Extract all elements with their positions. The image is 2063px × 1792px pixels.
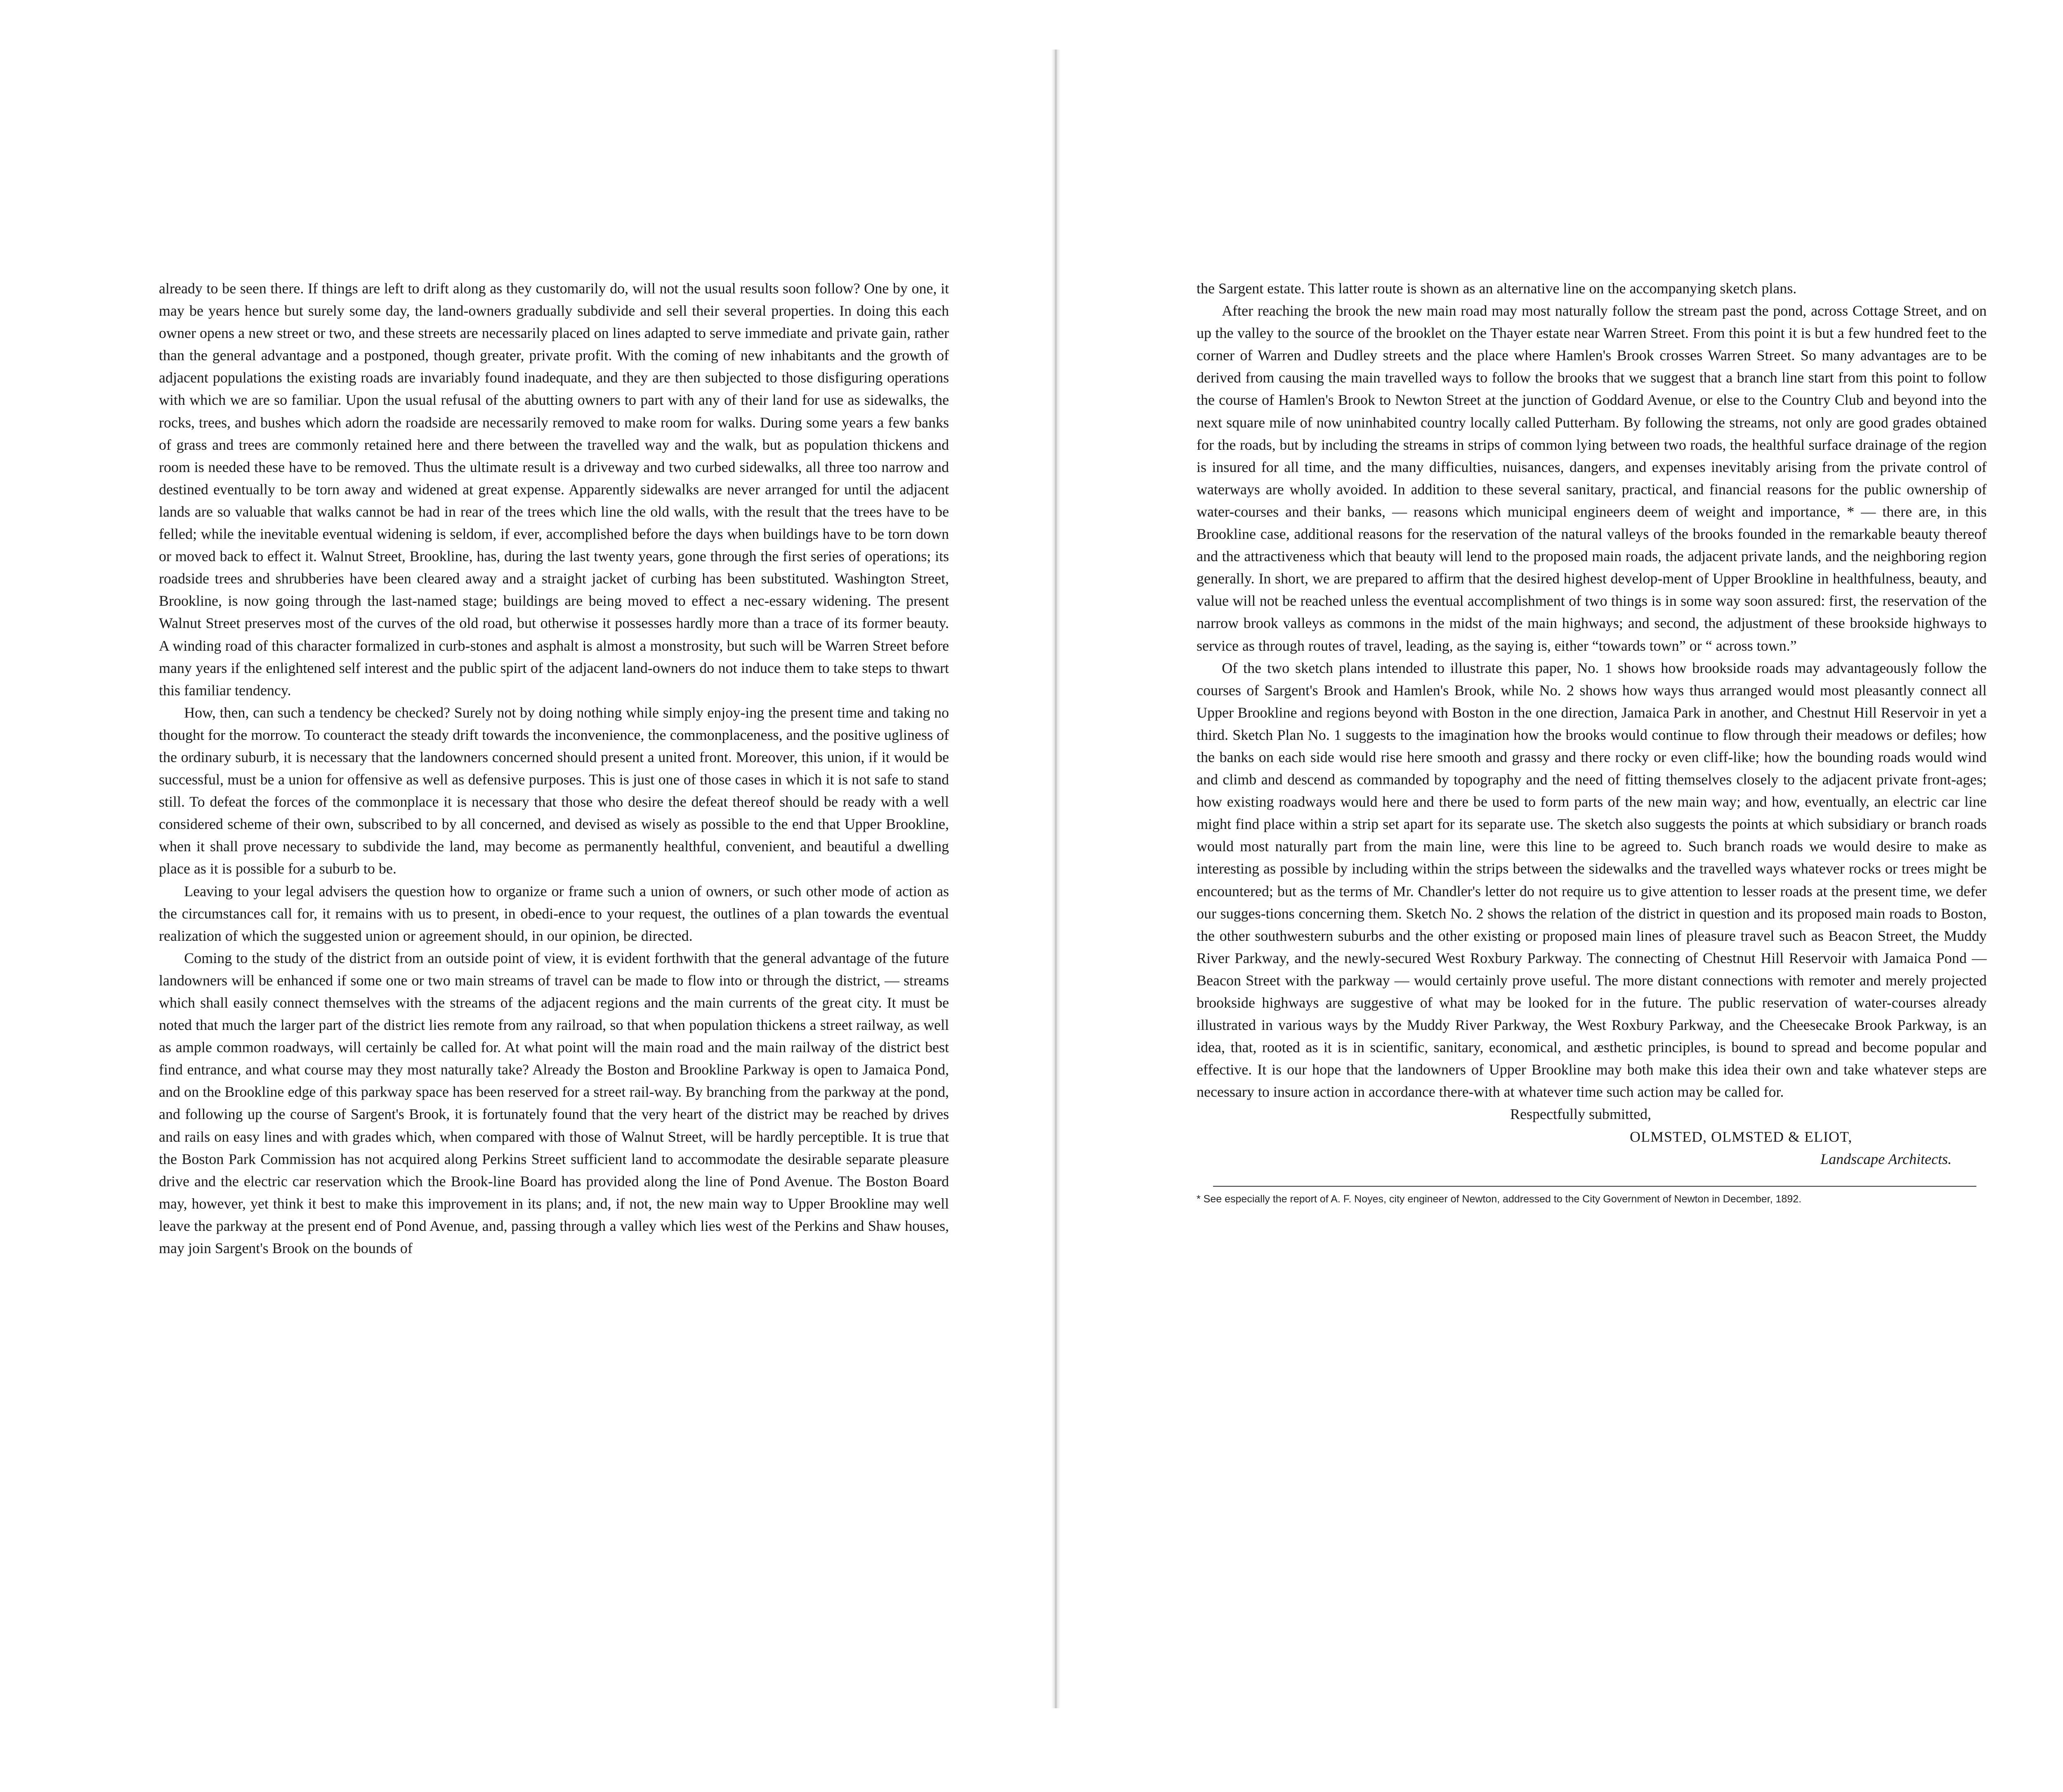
footnote: * See especially the report of A. F. Noyes, city engineer of Newton, addressed to the City Government of Newton in December, 1892. [1197, 1193, 1802, 1205]
left-paragraph-4: Coming to the study of the district from an outside point of view, it is evident forthwith that the general advantage of the future landowners will be enhanced if some one or two main streams of travel can be made to flow into or through the district, — streams which shall easily connect themselves with the streams of the adjacent regions and the main currents of the great city. It must be noted that much the larger part of the district lies remote from any railroad, so that when population thickens a street railway, as well as ample common roadways, will certainly be called for. At what point will the main road and the main railway of the district best find entrance, and what course may they most naturally take? Already the Boston and Brookline Parkway is open to Jamaica Pond, and on the Brookline edge of this parkway space has been reserved for a street rail-way. By branching from the parkway at the pond, and following up the course of Sargent's Brook, it is fortunately found that the very heart of the district may be reached by drives and rails on easy lines and with grades which, when compared with those of Walnut Street, will be hardly perceptible. It is true that the Boston Park Commission has not acquired along Perkins Street sufficient land to accommodate the desirable separate pleasure drive and the electric car reservation which the Brook-line Board has provided along the line of Pond Avenue. The Boston Board may, however, yet think it best to make this improvement in its plans; and, if not, the new main way to Upper Brookline may well leave the parkway at the present end of Pond Avenue, and, passing through a valley which lies west of the Perkins and Shaw houses, may join Sargent's Brook on the bounds of [159, 949, 949, 1257]
right-paragraph-1: the Sargent estate. This latter route is shown as an alternative line on the accompanying sketch plans. [1197, 280, 1797, 297]
left-page-text [159, 277, 949, 1259]
left-paragraph-1: already to be seen there. If things are left to drift along as they customarily do, will not the usual results soon follow? One by one, it may be years hence but surely some day, the land-owners gradually subdivide and sell their several properties. In doing this each owner opens a new street or two, and these streets are necessarily placed on lines adapted to serve immediate and private gain, rather than the general advantage and a postponed, though greater, private profit. With the coming of new inhabitants and the growth of adjacent populations the existing roads are invariably found inadequate, and they are then subjected to those disfiguring operations with which we are so familiar. Upon the usual refusal of the abutting owners to part with any of their land for use as sidewalks, the rocks, trees, and bushes which adorn the roadside are necessarily removed to make room for walks. During some years a few banks of grass and trees are commonly retained here and there between the travelled way and the walk, but as population thickens and room is needed these have to be removed. Thus the ultimate result is a driveway and two curbed sidewalks, all three too narrow and destined eventually to be torn away and widened at great expense. Apparently sidewalks are never arranged for until the adjacent lands are so valuable that walks cannot be had in rear of the trees which line the old walls, with the result that the trees have to be felled; while the inevitable eventual widening is seldom, if ever, accomplished before the days when buildings have to be torn down or moved back to effect it. Walnut Street, Brookline, has, during the last twenty years, gone through the first series of operations; its roadside trees and shrubberies have been cleared away and a straight jacket of curbing has been substituted. Washington Street, Brookline, is now going through the last-named stage; buildings are being moved to effect a nec-essary widening. The present Walnut Street preserves most of the curves of the old road, but otherwise it possesses hardly more than a trace of its former beauty. A winding road of this character formalized in curb-stones and asphalt is almost a monstrosity, but such will be Warren Street before many years if the enlightened self interest and the public spirt of the adjacent land-owners do not induce them to take steps to thwart this familiar tendency. [159, 280, 949, 699]
right-page-text [1197, 277, 1987, 1207]
book-gutter [1051, 50, 1060, 1708]
right-paragraph-3: Of the two sketch plans intended to illustrate this paper, No. 1 shows how brookside roads may advantageously follow the courses of Sargent's Brook and Hamlen's Brook, while No. 2 shows how ways thus arranged would most pleasantly connect all Upper Brookline and regions beyond with Boston in the one direction, Jamaica Park in another, and Chestnut Hill Reservoir in yet a third. Sketch Plan No. 1 suggests to the imagination how the brooks would continue to flow through their meadows or defiles; how the banks on each side would rise here smooth and grassy and there rocky or even cliff-like; how the bounding roads would wind and climb and descend as commanded by topography and the need of fitting themselves closely to the adjacent private front-ages; how existing roadways would here and there be used to form parts of the new main way; and how, eventually, an electric car line might find place within a strip set apart for its separate use. The sketch also suggests the points at which subsidiary or branch roads would most naturally part from the main line, were this line to be agreed to. Such branch roads we would desire to make as interesting as possible by including within the strips between the sidewalks and the travelled ways whatever rocks or trees might be encountered; but as the terms of Mr. Chandler's letter do not require us to give attention to lesser roads at the present time, we defer our sugges-tions concerning them. Sketch No. 2 shows the relation of the district in question and its proposed main roads to Boston, the other southwestern suburbs and the other existing or proposed main lines of pleasure travel such as Beacon Street, the Muddy River Parkway, and the newly-secured West Roxbury Parkway. The connecting of Chestnut Hill Reservoir with Jamaica Pond — Beacon Street with the parkway — would certainly prove useful. The more distant connections with remoter and merely projected brookside highways are suggestive of what may be looked for in the future. The public reservation of water-courses already illustrated in various ways by the Muddy River Parkway, the West Roxbury Parkway, and the Cheesecake Brook Parkway, is an idea, that, rooted as it is in scientific, sanitary, economical, and æsthetic principles, is bound to spread and become popular and effective. It is our hope that the landowners of Upper Brookline may both make this idea their own and take whatever steps are necessary to insure action in accordance there-with at whatever time such action may be called for. [1197, 659, 1987, 1100]
firm-role: Landscape Architects. [1820, 1150, 1952, 1167]
firm-name: OLMSTED, OLMSTED & ELIOT, [1630, 1128, 1853, 1145]
left-paragraph-3: Leaving to your legal advisers the question how to organize or frame such a union of owners, or such other mode of action as the circumstances call for, it remains with us to present, in obedi-ence to your request, the outlines of a plan towards the eventual realization of which the suggested union or agreement should, in our opinion, be directed. [159, 883, 949, 944]
right-paragraph-2: After reaching the brook the new main road may most naturally follow the stream past the pond, across Cottage Street, and on up the valley to the source of the brooklet on the Thayer estate near Warren Street. From this point it is but a few hundred feet to the corner of Warren and Dudley streets and the place where Hamlen's Brook crosses Warren Street. So many advantages are to be derived from causing the main travelled ways to follow the brooks that we suggest that a branch line start from this point to follow the course of Hamlen's Brook to Newton Street at the junction of Goddard Avenue, or else to the Country Club and beyond into the next square mile of now uninhabited country locally called Putterham. By following the streams, not only are good grades obtained for the roads, but by including the streams in strips of common lying between two roads, the healthful surface drainage of the region is insured for all time, and the many difficulties, nuisances, dangers, and expenses inevitably arising from the private control of waterways are wholly avoided. In addition to these several sanitary, practical, and financial reasons for the public ownership of water-courses and their banks, — reasons which municipal engineers deem of weight and importance, * — there are, in this Brookline case, additional reasons for the reservation of the natural valleys of the brooks founded in the remarkable beauty thereof and the attractiveness which that beauty will lend to the proposed main roads, the adjacent private lands, and the neighboring region generally. In short, we are prepared to affirm that the desired highest develop-ment of Upper Brookline in healthfulness, beauty, and value will not be reached unless the eventual accomplishment of two things is in some way soon assured: first, the reservation of the narrow brook valleys as commons in the midst of the main highways; and second, the adjustment of these brookside highways to service as through routes of travel, leading, as the saying is, either “towards town” or “ across town.” [1197, 302, 1987, 654]
footnote-rule [1213, 1186, 1976, 1187]
left-paragraph-2: How, then, can such a tendency be checked? Surely not by doing nothing while simply enjoy-ing the present time and taking no thought for the morrow. To counteract the steady drift towards the inconvenience, the commonplaceness, and the positive ugliness of the ordinary suburb, it is necessary that the landowners concerned should present a united front. Moreover, this union, if it would be successful, must be a union for offensive as well as defensive purposes. This is just one of those cases in which it is not safe to stand still. To defeat the forces of the commonplace it is necessary that those who desire the defeat thereof should be ready with a well considered scheme of their own, subscribed to by all concerned, and devised as wisely as possible to the end that Upper Brookline, when it shall prove necessary to subdivide the land, may become as permanently healthful, convenient, and beautiful a dwelling place as it is possible for a suburb to be. [159, 704, 949, 877]
closing-salutation: Respectfully submitted, [1510, 1106, 1651, 1123]
